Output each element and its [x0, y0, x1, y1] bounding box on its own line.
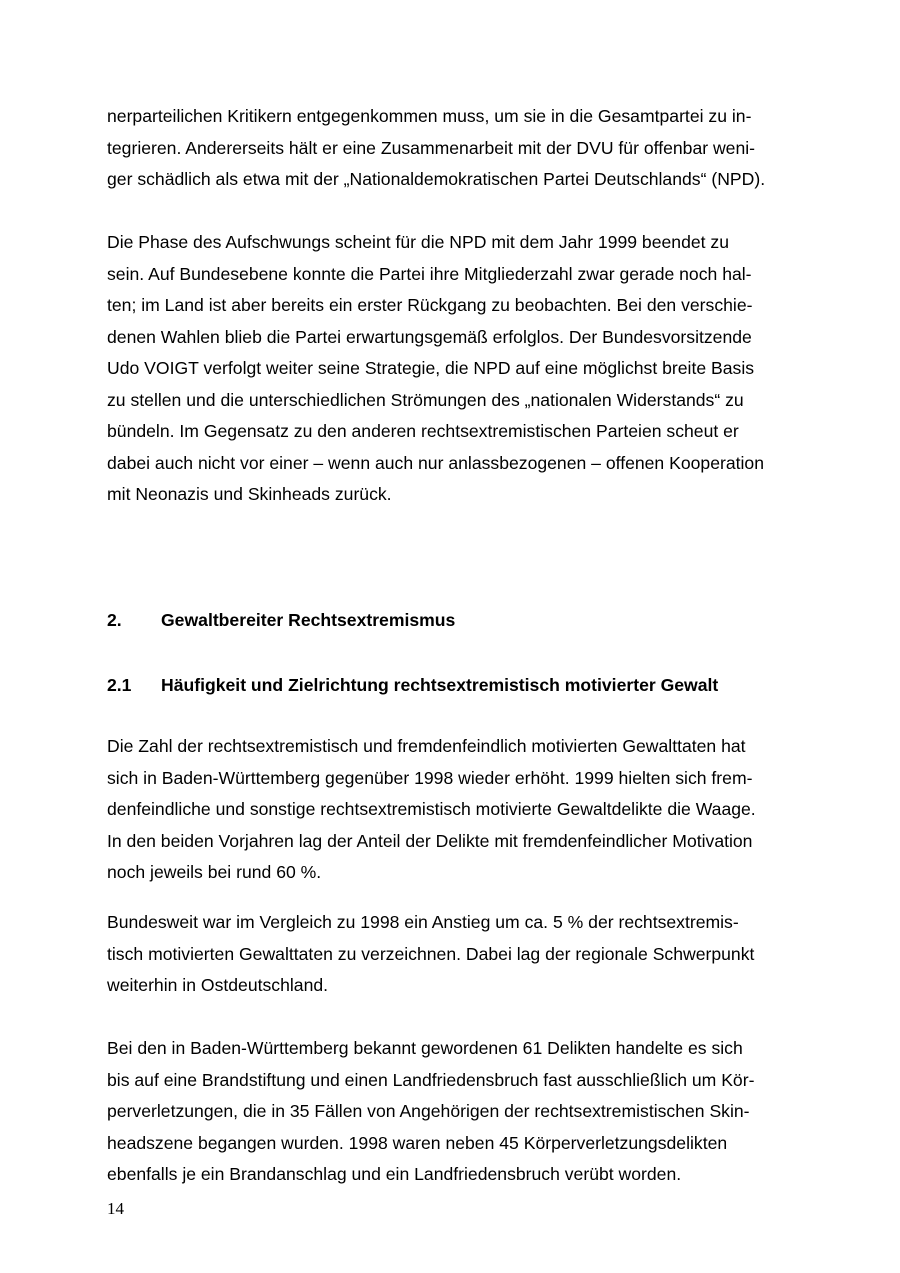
paragraph-delikte — [107, 1033, 797, 1191]
text-line: bis auf eine Brandstiftung und einen Landfriedensbruch fast ausschließlich um Kör- — [107, 1069, 755, 1090]
text-line: zu stellen und die unterschiedlichen Strömungen des „nationalen Widerstands“ zu — [107, 389, 744, 410]
text-line: Udo VOIGT verfolgt weiter seine Strategie, die NPD auf eine möglichst breite Basis — [107, 358, 755, 378]
text-line: Bei den in Baden-Württemberg bekannt gewordenen 61 Delikten handelte es sich — [107, 1038, 743, 1058]
section-title: Gewaltbereiter Rechtsextremismus — [161, 610, 456, 630]
text-line: tegrieren. Andererseits hält er eine Zusammenarbeit mit der DVU für offenbar weni- — [107, 137, 756, 158]
paragraph-gewalttaten-zahl — [107, 731, 797, 889]
section-title: Häufigkeit und Zielrichtung rechtsextremistisch motivierter Gewalt — [161, 675, 719, 695]
section-number: 2.1 — [107, 675, 132, 695]
page-number: 14 — [107, 1199, 124, 1218]
text-line: Bundesweit war im Vergleich zu 1998 ein Anstieg um ca. 5 % der rechtsextremis- — [107, 912, 739, 932]
paragraph-bundesweit — [107, 907, 797, 1002]
text-line: ten; im Land ist aber bereits ein erster Rückgang zu beobachten. Bei den verschie- — [107, 295, 753, 315]
section-number: 2. — [107, 610, 122, 630]
text-line: nerparteilichen Kritikern entgegenkommen muss, um sie in die Gesamtpartei zu in- — [107, 106, 752, 126]
text-line: noch jeweils bei rund 60 %. — [107, 862, 322, 882]
section-heading-2-1 — [107, 674, 718, 696]
text-line: tisch motivierten Gewalttaten zu verzeichnen. Dabei lag der regionale Schwerpunkt — [107, 943, 755, 964]
text-line: ger schädlich als etwa mit der „Nationaldemokratischen Partei Deutschlands“ (NPD). — [107, 169, 766, 189]
text-line: sein. Auf Bundesebene konnte die Partei ihre Mitgliederzahl zwar gerade noch hal- — [107, 263, 752, 284]
text-line: perverletzungen, die in 35 Fällen von Angehörigen der rechtsextremistischen Skin- — [107, 1101, 750, 1121]
section-heading-2 — [107, 609, 455, 631]
text-line: Die Zahl der rechtsextremistisch und fremdenfeindlich motivierten Gewalttaten hat — [107, 736, 746, 756]
text-line: Die Phase des Aufschwungs scheint für die NPD mit dem Jahr 1999 beendet zu — [107, 232, 729, 252]
paragraph-npd-phase — [107, 227, 797, 511]
text-line: headszene begangen wurden. 1998 waren neben 45 Körperverletzungsdelikten — [107, 1132, 728, 1153]
text-line: weiterhin in Ostdeutschland. — [107, 975, 329, 995]
text-line: ebenfalls je ein Brandanschlag und ein Landfriedensbruch verübt worden. — [107, 1164, 682, 1184]
text-line: mit Neonazis und Skinheads zurück. — [107, 484, 392, 504]
text-line: denfeindliche und sonstige rechtsextremistisch motivierte Gewaltdelikte die Waage. — [107, 799, 756, 819]
text-line: sich in Baden-Württemberg gegenüber 1998 wieder erhöht. 1999 hielten sich frem- — [107, 767, 753, 788]
text-line: bündeln. Im Gegensatz zu den anderen rechtsextremistischen Parteien scheut er — [107, 421, 739, 441]
text-line: dabei auch nicht vor einer – wenn auch nur anlassbezogenen – offenen Kooperation — [107, 452, 764, 473]
text-line: In den beiden Vorjahren lag der Anteil der Delikte mit fremdenfeindlicher Motivation — [107, 830, 753, 851]
text-line: denen Wahlen blieb die Partei erwartungsgemäß erfolglos. Der Bundesvorsitzende — [107, 326, 752, 347]
paragraph-npd-dvu — [107, 101, 797, 196]
